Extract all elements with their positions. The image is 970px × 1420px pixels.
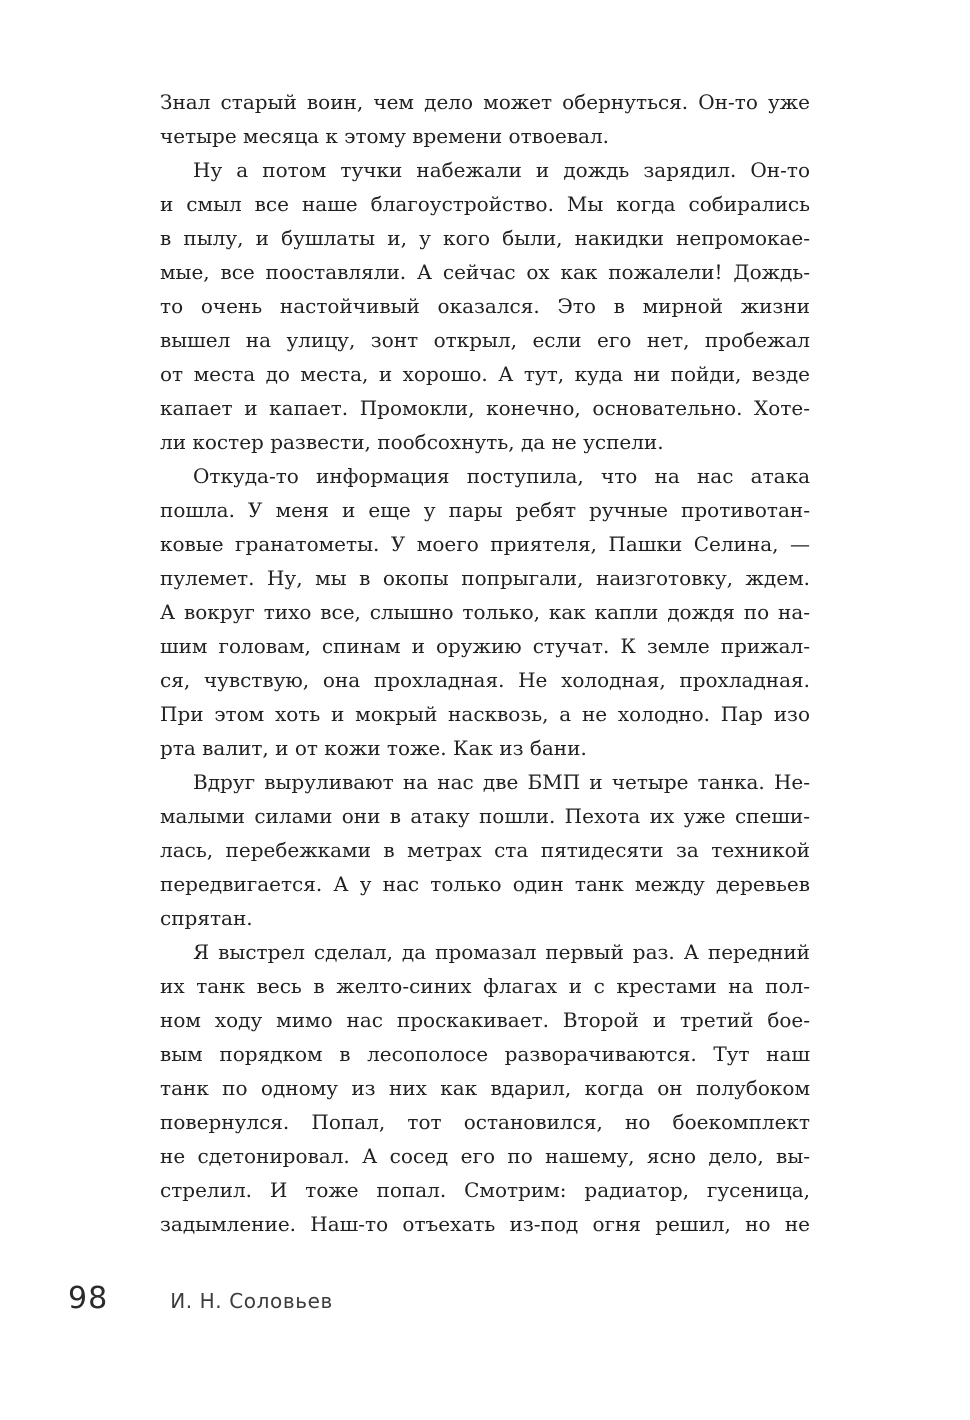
text-line: мые, все пооставляли. А сейчас ох как пожалели! Дождь- [160, 260, 810, 284]
text-line: задымление. Наш-то отъехать из-под огня решил, но не [160, 1212, 810, 1236]
text-line: и смыл все наше благоустройство. Мы когда собирались [160, 192, 810, 216]
text-line: четыре месяца к этому времени отвоевал. [160, 124, 610, 148]
page-number: 98 [68, 1281, 109, 1316]
text-line: танк по одному из них как вдарил, когда он полубоком [160, 1076, 810, 1100]
text-line: рта валит, и от кожи тоже. Как из бани. [160, 736, 587, 760]
paragraph [160, 85, 810, 153]
text-line: повернулся. Попал, тот остановился, но боекомплект [160, 1110, 810, 1134]
text-line: шим головам, спинам и оружию стучат. К земле прижал- [160, 634, 810, 658]
text-line: капает и капает. Промокли, конечно, основательно. Хоте- [160, 396, 810, 420]
text-line: пулемет. Ну, мы в окопы попрыгали, наизготовку, ждем. [160, 566, 810, 590]
text-line: При этом хоть и мокрый насквозь, а не холодно. Пар изо [160, 702, 810, 726]
text-line: ковые гранатометы. У моего приятеля, Пашки Селина, — [160, 532, 810, 556]
text-line: ся, чувствую, она прохладная. Не холодная, прохладная. [160, 668, 810, 692]
running-author: И. Н. Соловьев [170, 1289, 333, 1313]
text-line: от места до места, и хорошо. А тут, куда ни пойди, везде [160, 362, 810, 386]
text-line: в пылу, и бушлаты и, у кого были, накидки непромокае- [160, 226, 810, 250]
text-line: Вдруг выруливают на нас две БМП и четыре танка. Не- [193, 770, 810, 794]
text-line: спрятан. [160, 906, 253, 930]
text-line: Откуда-то информация поступила, что на нас атака [193, 464, 810, 488]
text-line: Я выстрел сделал, да промазал первый раз. А передний [193, 940, 810, 964]
text-line: вышел на улицу, зонт открыл, если его нет, пробежал [160, 328, 810, 352]
paragraph [160, 153, 810, 459]
text-line: малыми силами они в атаку пошли. Пехота их уже спеши- [160, 804, 810, 828]
text-line: не сдетонировал. А сосед его по нашему, ясно дело, вы- [160, 1144, 810, 1168]
text-line: ном ходу мимо нас проскакивает. Второй и третий бое- [160, 1008, 810, 1032]
paragraph [160, 935, 810, 1241]
text-block [160, 85, 810, 1241]
text-line: А вокруг тихо все, слышно только, как капли дождя по на- [160, 600, 810, 624]
paragraph [160, 459, 810, 765]
text-line: лась, перебежками в метрах ста пятидесяти за техникой [160, 838, 810, 862]
text-line: вым порядком в лесополосе разворачиваются. Тут наш [160, 1042, 810, 1066]
text-line: ли костер развести, пообсохнуть, да не успели. [160, 430, 664, 454]
text-line: передвигается. А у нас только один танк между деревьев [160, 872, 810, 896]
text-line: пошла. У меня и еще у пары ребят ручные противотан- [160, 498, 810, 522]
text-line: Знал старый воин, чем дело может обернуться. Он-то уже [160, 90, 810, 114]
text-line: их танк весь в желто-синих флагах и с крестами на пол- [160, 974, 810, 998]
text-line: то очень настойчивый оказался. Это в мирной жизни [160, 294, 810, 318]
page-footer [68, 1281, 333, 1316]
paragraph [160, 765, 810, 935]
text-line: стрелил. И тоже попал. Смотрим: радиатор, гусеница, [160, 1178, 810, 1202]
text-line: Ну а потом тучки набежали и дождь зарядил. Он-то [193, 158, 810, 182]
